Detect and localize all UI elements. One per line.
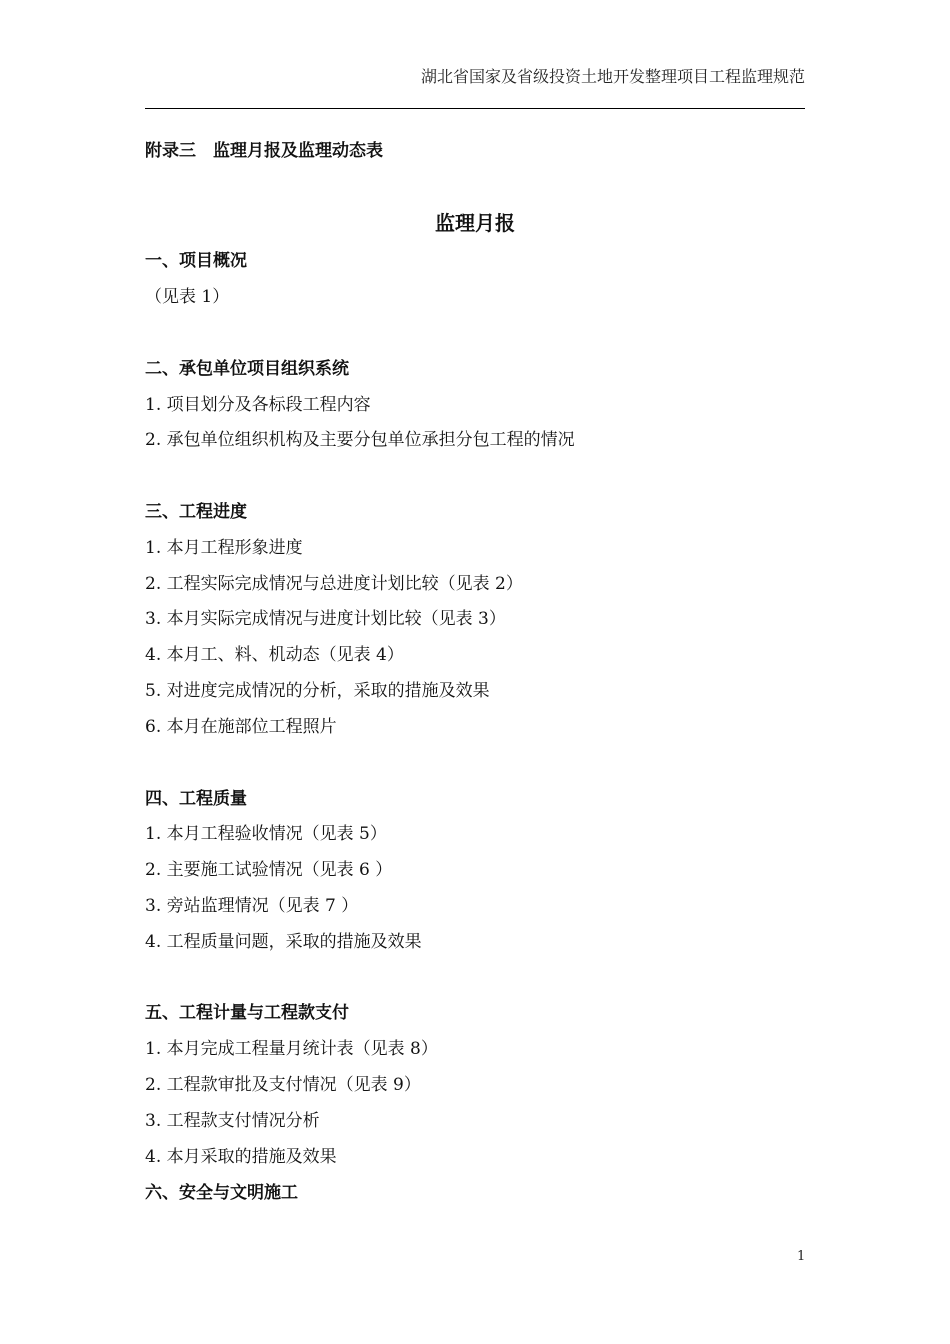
appendix-title: 附录三 监理月报及监理动态表 (145, 141, 383, 161)
section-item: 6. 本月在施部位工程照片 (145, 717, 337, 737)
page-header (145, 66, 805, 109)
section-heading-project-quality: 四、工程质量 (145, 789, 247, 809)
section-item: 3. 工程款支付情况分析 (145, 1111, 320, 1131)
section-item: （见表 1） (145, 287, 230, 307)
section-item: 2. 工程实际完成情况与总进度计划比较（见表 2） (145, 574, 523, 594)
header-text: 湖北省国家及省级投资土地开发整理项目工程监理规范 (420, 67, 805, 86)
section-item: 4. 本月工、料、机动态（见表 4） (145, 645, 404, 665)
section-item: 2. 主要施工试验情况（见表 6 ） (145, 860, 393, 880)
section-item: 4. 工程质量问题，采取的措施及效果 (145, 932, 422, 952)
section-item: 4. 本月采取的措施及效果 (145, 1147, 337, 1167)
section-item: 2. 工程款审批及支付情况（见表 9） (145, 1075, 421, 1095)
section-item: 1. 本月工程验收情况（见表 5） (145, 824, 387, 844)
section-item: 2. 承包单位组织机构及主要分包单位承担分包工程的情况 (145, 430, 575, 450)
section-heading-contractor-organization: 二、承包单位项目组织系统 (145, 359, 349, 379)
section-heading-project-overview: 一、项目概况 (145, 251, 247, 271)
section-item: 3. 本月实际完成情况与进度计划比较（见表 3） (145, 609, 506, 629)
section-item: 1. 项目划分及各标段工程内容 (145, 395, 371, 415)
document-title: 监理月报 (435, 211, 515, 235)
section-item: 1. 本月工程形象进度 (145, 538, 303, 558)
section-item: 5. 对进度完成情况的分析，采取的措施及效果 (145, 681, 490, 701)
section-item: 3. 旁站监理情况（见表 7 ） (145, 896, 359, 916)
section-heading-measurement-payment: 五、工程计量与工程款支付 (145, 1003, 349, 1023)
page-number: 1 (797, 1249, 806, 1264)
section-heading-safety-civilized-construction: 六、安全与文明施工 (145, 1183, 298, 1203)
section-item: 1. 本月完成工程量月统计表（见表 8） (145, 1039, 438, 1059)
section-heading-project-progress: 三、工程进度 (145, 502, 247, 522)
